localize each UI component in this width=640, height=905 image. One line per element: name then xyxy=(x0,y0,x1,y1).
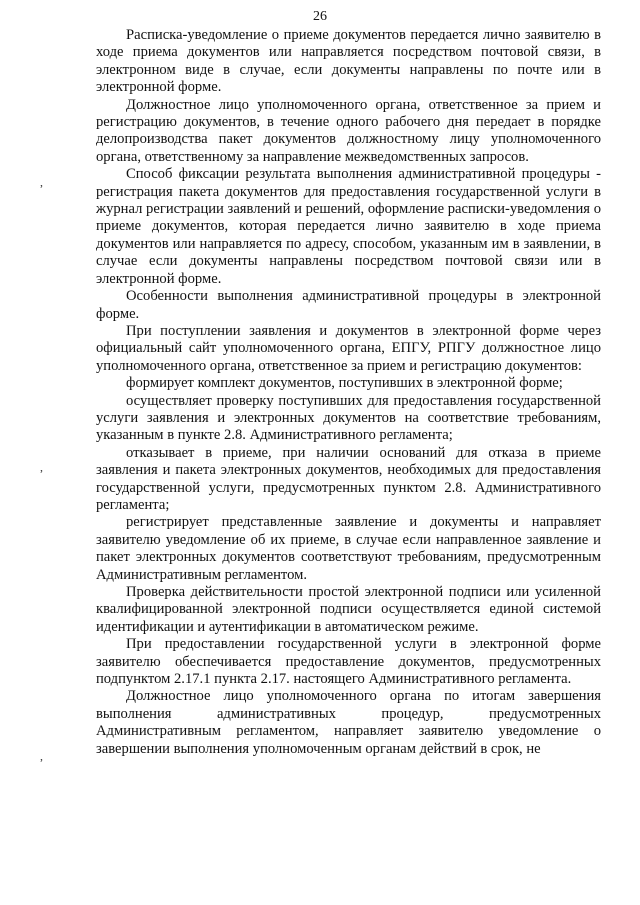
document-body xyxy=(96,27,601,758)
paragraph: Способ фиксации результата выполнения административной процедуры - регистрация пакета документов для предоставления государственной услуги в журнал регистрации заявлений и решений, оформление расписки-уведомления о приеме документов, которая передается лично заявителю в ходе приема документов или направляется по адресу, способом, указанным им в заявлении, в случае если документы направлены посредством почтовой связи или в электронной форме. xyxy=(96,166,601,287)
paragraph: Должностное лицо уполномоченного органа по итогам завершения выполнения административных процедур, предусмотренных Административным регламентом, направляет заявителю уведомление о завершении выполнения уполномоченным органам действий в срок, не xyxy=(96,688,601,757)
paragraph: Должностное лицо уполномоченного органа, ответственное за прием и регистрацию документов, в течение одного рабочего дня передает в порядке делопроизводства пакет документов должностному лицу уполномоченного органа, ответственному за направление межведомственных запросов. xyxy=(96,96,601,165)
margin-mark: , xyxy=(40,175,43,189)
paragraph: отказывает в приеме, при наличии оснований для отказа в приеме заявления и пакета электронных документов, необходимых для предоставления государственной услуги, предусмотренных пунктом 2.8. Административного регламента; xyxy=(96,444,601,513)
margin-mark: , xyxy=(40,749,43,763)
margin-mark: , xyxy=(40,460,43,474)
paragraph: При поступлении заявления и документов в электронной форме через официальный сайт уполномоченного органа, ЕПГУ, РПГУ должностное лицо уполномоченного органа, ответственное за прием и регистрацию документов: xyxy=(96,322,601,374)
paragraph: Проверка действительности простой электронной подписи или усиленной квалифицированной электронной подписи осуществляется единой системой идентификации и аутентификации в автоматическом режиме. xyxy=(96,584,601,635)
paragraph: регистрирует представленные заявление и документы и направляет заявителю уведомление об их приеме, в случае если направленное заявление и пакет электронных документов соответствуют требованиям, предусмотренным Административным регламентом. xyxy=(96,514,601,583)
paragraph: При предоставлении государственной услуги в электронной форме заявителю обеспечивается предоставление документов, предусмотренных подпунктом 2.17.1 пункта 2.17. настоящего Административного регламента. xyxy=(96,636,601,688)
paragraph: Расписка-уведомление о приеме документов передается лично заявителю в ходе приема документов или направляется посредством почтовой связи, в электронном виде в случае, если документы направлены по почте или в электронной форме. xyxy=(96,27,601,96)
paragraph: осуществляет проверку поступивших для предоставления государственной услуги заявления и электронных документов на соответствие требованиям, указанным в пункте 2.8. Административного регламента; xyxy=(96,392,601,444)
paragraph: формирует комплект документов, поступивших в электронной форме; xyxy=(126,375,563,392)
paragraph: Особенности выполнения административной процедуры в электронной форме. xyxy=(96,288,601,322)
page-number: 26 xyxy=(313,9,327,24)
